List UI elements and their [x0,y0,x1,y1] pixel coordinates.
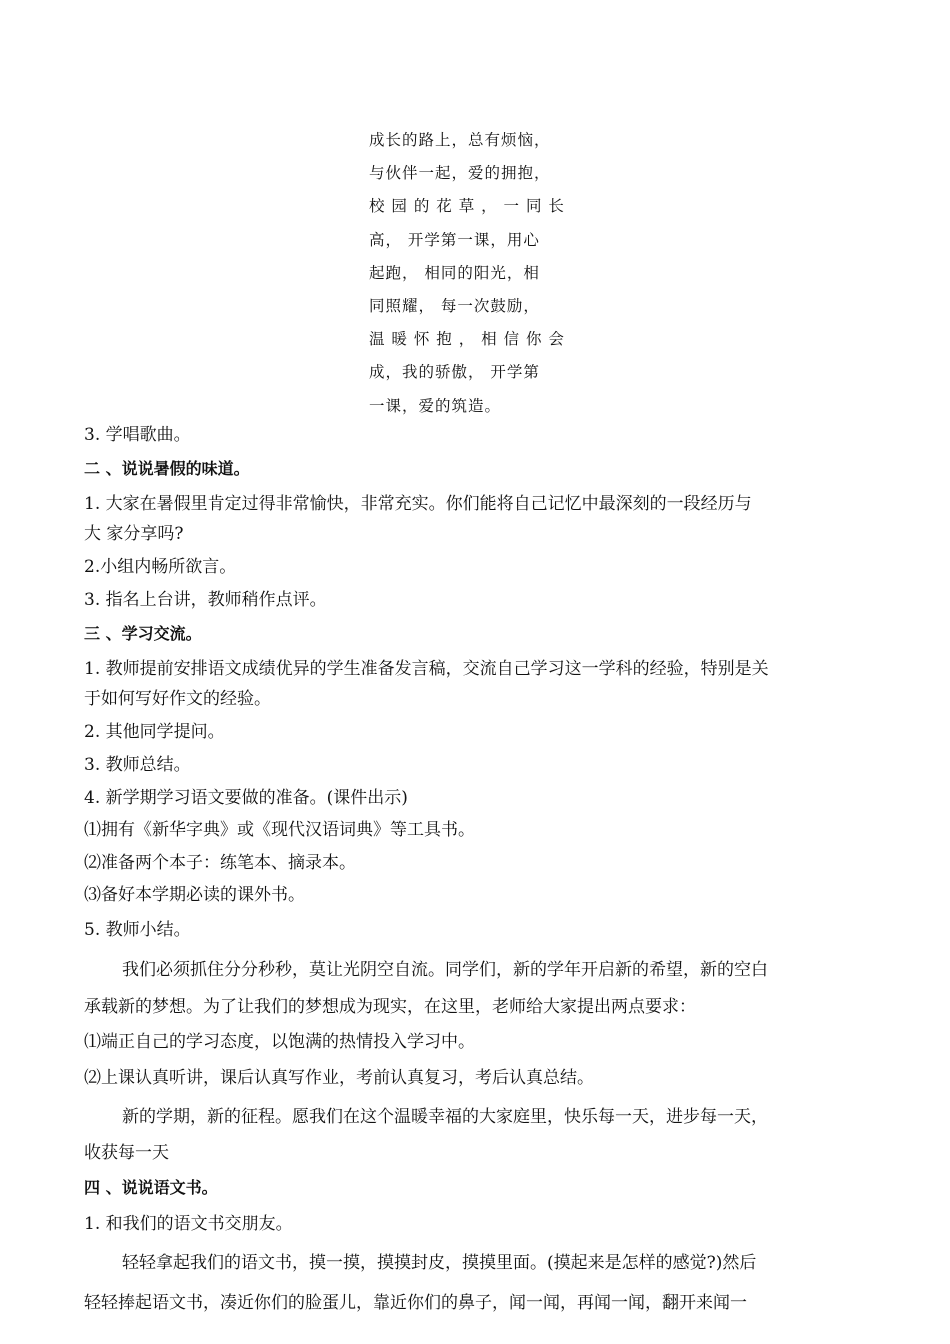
lyric-line: 成，我的骄傲， 开学第 [369,363,540,382]
list-item-continuation: 于如何写好作文的经验。 [84,689,271,709]
paragraph-line: 新的学期，新的征程。愿我们在这个温暖幸福的大家庭里，快乐每一天，进步每一天， [122,1107,768,1127]
requirement-item: ⑵上课认真听讲，课后认真写作业，考前认真复习，考后认真总结。 [84,1068,594,1088]
lyric-line: 高， 开学第一课，用心 [369,230,540,249]
section-heading: 二 、说说暑假的味道。 [84,459,250,478]
sub-item: ⑴拥有《新华字典》或《现代汉语词典》等工具书。 [84,820,475,840]
list-item: 1. 大家在暑假里肯定过得非常愉快，非常充实。你们能将自己记忆中最深刻的一段经历与 [84,494,752,514]
lyric-line: 起跑， 相同的阳光，相 [369,263,540,282]
lyric-line: 与伙伴一起，爱的拥抱， [369,164,551,183]
lyric-line: 温 暖 怀 抱 ， 相 信 你 会 [369,330,565,349]
list-item-continuation: 大 家分享吗? [84,524,184,544]
list-item: 2. 其他同学提问。 [84,722,225,742]
section-heading: 四 、说说语文书。 [84,1178,218,1197]
list-item: 3. 学唱歌曲。 [84,425,191,445]
list-item: 1. 和我们的语文书交朋友。 [84,1214,293,1234]
list-item: 2.小组内畅所欲言。 [84,557,237,577]
section-heading: 三 、学习交流。 [84,624,202,643]
lyric-line: 校 园 的 花 草 ， 一 同 长 [369,197,565,216]
sub-item: ⑶备好本学期必读的课外书。 [84,885,305,905]
lyric-line: 同照耀， 每一次鼓励， [369,296,540,315]
lyric-line: 一课，爱的筑造。 [369,396,502,415]
list-item: 3. 指名上台讲，教师稍作点评。 [84,590,327,610]
paragraph-line: 承载新的梦想。为了让我们的梦想成为现实，在这里，老师给大家提出两点要求： [84,997,696,1017]
paragraph-line: 收获每一天 [84,1143,169,1163]
paragraph-line: 我们必须抓住分分秒秒，莫让光阴空自流。同学们，新的学年开启新的希望，新的空白 [122,960,768,980]
lyric-line: 成长的路上，总有烦恼， [369,131,551,149]
song-lyrics [369,124,589,423]
list-item: 1. 教师提前安排语文成绩优异的学生准备发言稿，交流自己学习这一学科的经验，特别是关 [84,659,769,679]
paragraph-line: 轻轻拿起我们的语文书，摸一摸，摸摸封皮，摸摸里面。(摸起来是怎样的感觉?)然后 [122,1253,757,1273]
list-item: 5. 教师小结。 [84,920,191,940]
paragraph-line: 轻轻捧起语文书，凑近你们的脸蛋儿，靠近你们的鼻子，闻一闻，再闻一闻，翻开来闻一 [84,1293,747,1313]
list-item: 4. 新学期学习语文要做的准备。(课件出示) [84,788,408,808]
list-item: 3. 教师总结。 [84,755,191,775]
sub-item: ⑵准备两个本子：练笔本、摘录本。 [84,853,356,873]
requirement-item: ⑴端正自己的学习态度，以饱满的热情投入学习中。 [84,1032,475,1052]
